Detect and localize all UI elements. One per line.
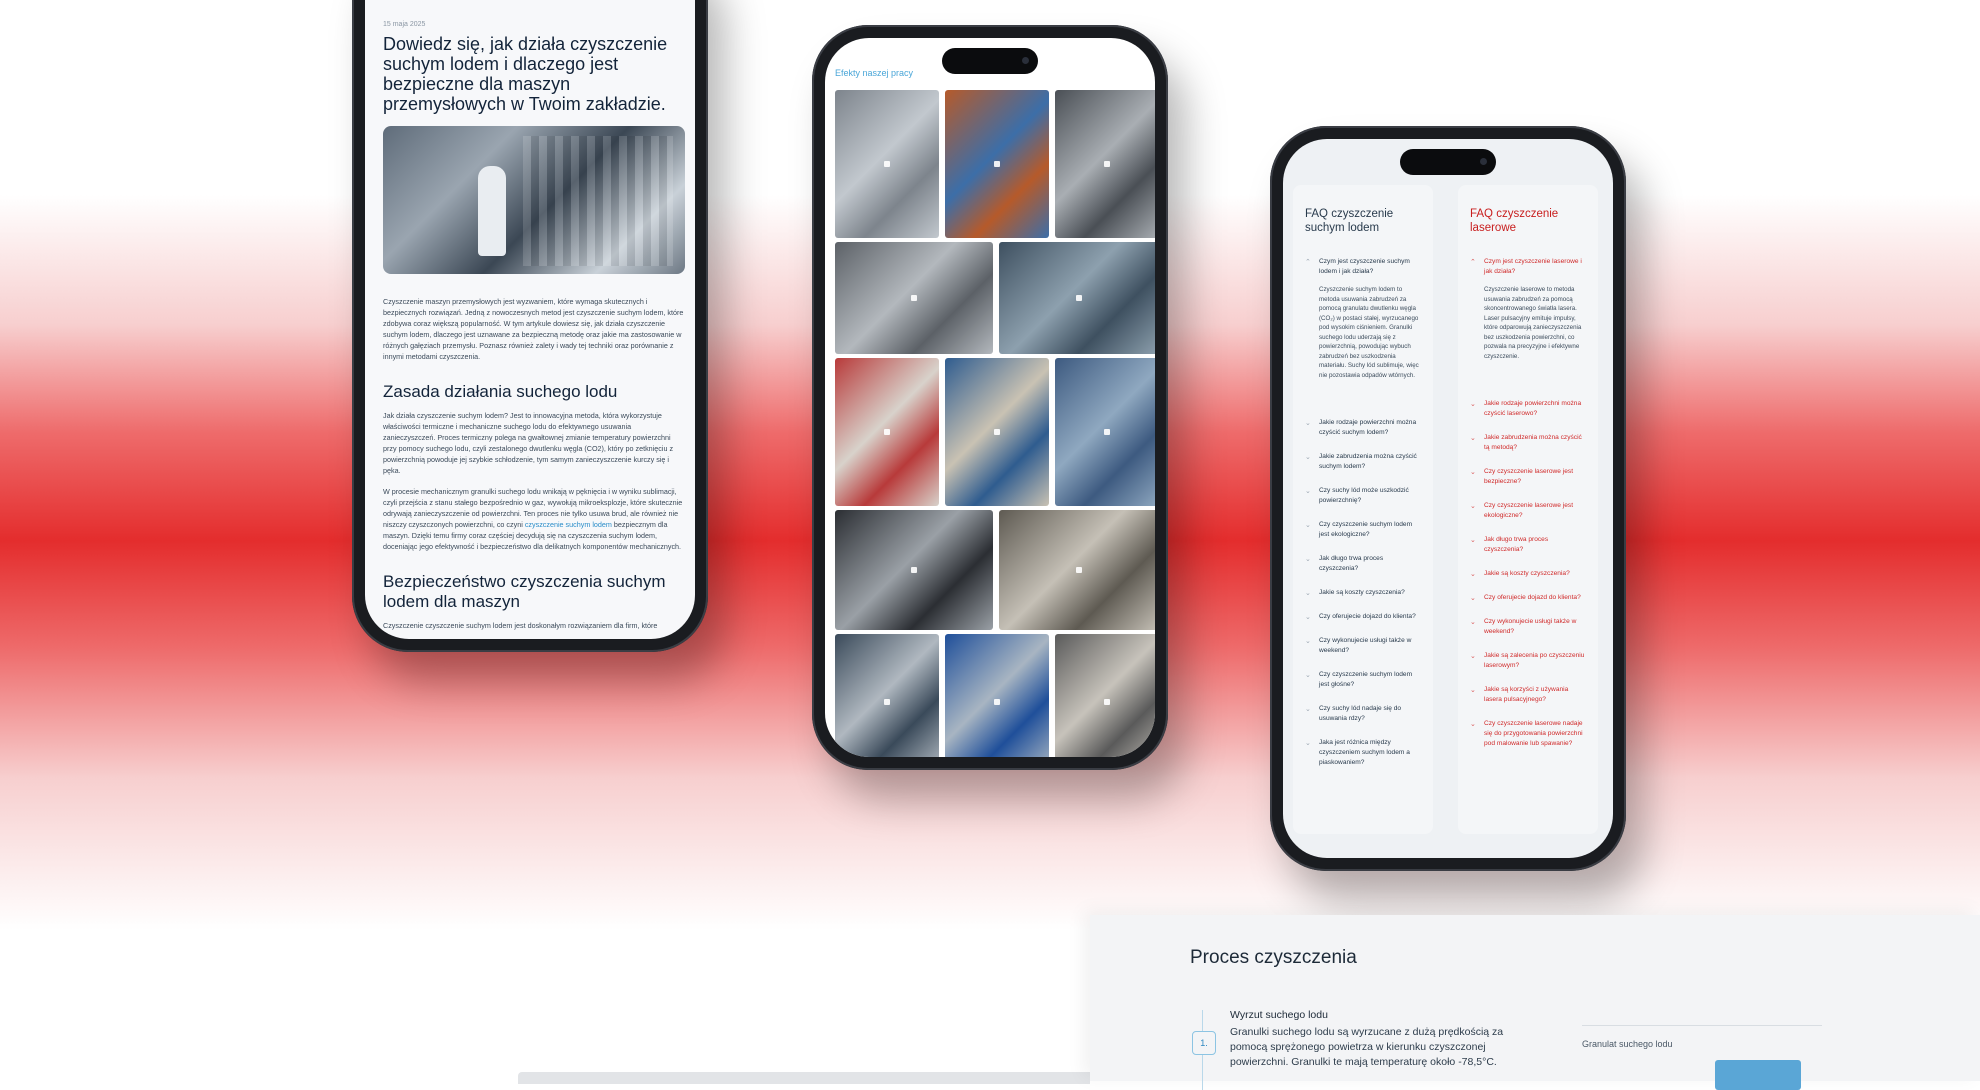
faq-question[interactable] [1305,636,1423,656]
faq-question[interactable] [1470,593,1588,603]
faq-laser-column [1458,185,1598,834]
chevron-down-icon: ⌄ [1470,619,1476,626]
gallery-photo[interactable] [835,358,939,506]
chevron-down-icon: ⌄ [1305,672,1311,679]
faq-question-text: Jakie zabrudzenia można czyścić tą metodą? [1484,434,1582,451]
faq-question[interactable] [1305,418,1423,438]
process-title: Proces czyszczenia [1190,947,1357,968]
gallery-photo[interactable] [1055,634,1155,757]
dry-ice-link[interactable]: czyszczenie suchym lodem [524,520,612,529]
chevron-down-icon: ⌄ [1305,454,1311,461]
faq-question[interactable] [1470,467,1588,487]
article-screen [365,0,695,639]
chevron-down-icon: ⌄ [1305,590,1311,597]
dynamic-island [1400,149,1496,175]
faq-question-text: Czy czyszczenie laserowe nadaje się do przygotowania powierzchni pod malowanie lub spawanie? [1484,720,1583,747]
faq-answer: Czyszczenie laserowe to metoda usuwania zabrudzeń za pomocą skoncentrowanego światła lasera. Laser pulsacyjny emituje impulsy, które odparowują zanieczyszczenia bez uszkodzenia powierzchni, co pozwala na precyzyjne i efektywne czyszczenie. [1484,286,1582,360]
faq-question[interactable] [1305,588,1423,598]
faq-question-text: Czy czyszczenie laserowe jest ekologiczne? [1484,502,1574,519]
faq-question[interactable] [1305,452,1423,472]
faq-dry-ice-column [1293,185,1433,834]
article-hero-image [383,126,685,274]
background-panel [518,1072,1090,1084]
chevron-down-icon: ⌄ [1305,488,1311,495]
gallery-photo[interactable] [945,90,1049,238]
faq-question[interactable] [1470,685,1588,705]
faq-question-list [1305,418,1423,768]
illustration-graphic [1715,1060,1801,1090]
faq-question-text: Czy oferujecie dojazd do klienta? [1319,613,1416,620]
chevron-down-icon: ⌄ [1470,595,1476,602]
paragraph-text: W procesie mechanicznym granulki suchego lodu wnikają w pęknięcia i w wyniku sublimacji, czyli przejścia z stanu stałego bezpośrednio w gaz, wywołują mikroeksplozje, które skutecznie odrywają zanieczyszczenie od powierzchni. Ten proces nie tylko usuwa brud, ale również nie niszczy czyszczonych powierzchni, co czyni [383,487,683,529]
faq-question-text: Czy czyszczenie suchym lodem jest głośne? [1319,671,1413,688]
chevron-up-icon: ⌃ [1305,259,1311,266]
chevron-down-icon: ⌄ [1305,522,1311,529]
faq-question-text: Jakie są korzyści z używania lasera pulsacyjnego? [1484,686,1569,703]
divider [1582,1025,1822,1026]
chevron-down-icon: ⌄ [1470,721,1476,728]
dynamic-island [942,48,1038,74]
faq-question[interactable] [1305,554,1423,574]
faq-question-text: Jakie rodzaje powierzchni można czyścić laserowo? [1484,400,1582,417]
faq-question-text: Czy wykonujecie usługi także w weekend? [1484,618,1577,635]
faq-answer: Czyszczenie suchym lodem to metoda usuwania zabrudzeń za pomocą granulatu dwutlenku węgla (CO₂) w postaci stałej, wyrzucanego pod wysokim ciśnieniem. Granulki suchego lodu uderzają się z powierzchnią, powodując wybuch zabrudzeń bez uszkodzenia materiału. Suchy lód sublimuje, więc nie pozostawia odpadów wtórnych. [1319,286,1419,379]
chevron-down-icon: ⌄ [1470,469,1476,476]
chevron-down-icon: ⌄ [1305,556,1311,563]
faq-question-text: Czy czyszczenie laserowe jest bezpieczne? [1484,468,1574,485]
paragraph-text: bezpiecznym dla maszyn. Dzięki temu firmy coraz częściej decydują się na czyszczenia suchym lodem, doceniając jego efektywność i bezpieczeństwo dla delikatnych komponentów mechanicznych. [383,520,682,551]
article-paragraph [383,486,685,552]
phone-mockup-gallery [812,25,1168,770]
article [365,0,695,631]
gallery-photo[interactable] [835,634,939,757]
faq-question[interactable] [1470,719,1588,749]
gallery-photo[interactable] [1055,90,1155,238]
faq-screen [1283,139,1613,858]
faq-question[interactable] [1470,569,1588,579]
faq-dry-ice-title: FAQ czyszczenie suchym lodem [1305,208,1394,234]
faq-question-open[interactable] [1470,257,1588,277]
chevron-down-icon: ⌄ [1470,537,1476,544]
faq-question-text: Czym jest czyszczenie laserowe i jak działa? [1484,258,1582,275]
faq-laser-title: FAQ czyszczenie laserowe [1470,208,1559,234]
faq-question-text: Czy suchy lód może uszkodzić powierzchnię? [1319,487,1409,504]
faq-question-text: Jakie są zalecenia po czyszczeniu laserowym? [1484,652,1585,669]
faq-question-text: Jaka jest różnica między czyszczeniem suchym lodem a piaskowaniem? [1319,739,1410,766]
faq-question[interactable] [1470,399,1588,419]
chevron-down-icon: ⌄ [1470,503,1476,510]
gallery-photo[interactable] [999,510,1155,630]
chevron-down-icon: ⌄ [1470,401,1476,408]
gallery-photo[interactable] [835,90,939,238]
faq-question-text: Czy wykonujecie usługi także w weekend? [1319,637,1412,654]
chevron-down-icon: ⌄ [1305,420,1311,427]
faq-question-text: Czy suchy lód nadaje się do usuwania rdzy? [1319,705,1402,722]
step-description: Granulki suchego lodu są wyrzucane z dużą prędkością za pomocą sprężonego powietrza w kierunku czyszczonej powierzchni. Granulki te mają temperaturę około -78,5°C. [1230,1026,1504,1068]
article-paragraph: Czyszczenie czyszczenie suchym lodem jest doskonałym rozwiązaniem dla firm, które [383,621,658,630]
article-title: Dowiedz się, jak działa czyszczenie suchym lodem i dlaczego jest bezpieczne dla maszyn przemysłowych w Twoim zakładzie. [383,34,668,114]
article-date: 15 maja 2025 [383,21,426,28]
faq-question-text: Jak długo trwa proces czyszczenia? [1319,555,1384,572]
faq-question[interactable] [1470,651,1588,671]
chevron-down-icon: ⌄ [1470,687,1476,694]
faq-question-text: Czym jest czyszczenie suchym lodem i jak działa? [1319,258,1410,275]
faq-question-text: Jakie są koszty czyszczenia? [1319,589,1405,596]
section-heading-safety: Bezpieczeństwo czyszczenia suchym lodem dla maszyn [383,572,666,611]
phone-mockup-article [352,0,708,652]
chevron-down-icon: ⌄ [1305,706,1311,713]
article-paragraph: Jak działa czyszczenie suchym lodem? Jest to innowacyjna metoda, która wykorzystuje właściwości termiczne i mechaniczne suchego lodu do efektywnego usuwania zanieczyszczeń. Proces termiczny polega na gwałtownej zmianie temperatury powierzchni przy pomocy suchego lodu, czyli zestalonego dwutlenku węgla (CO2), który po zetknięciu z powierzchnią powoduje jej szybkie schłodzenie, tym samym zanieczyszczenie kurczy się i pęka. [383,411,674,475]
faq-question-text: Czy czyszczenie suchym lodem jest ekologiczne? [1319,521,1413,538]
chevron-down-icon: ⌄ [1305,638,1311,645]
chevron-up-icon: ⌃ [1470,259,1476,266]
gallery-title: Efekty naszej pracy [835,68,914,78]
chevron-down-icon: ⌄ [1305,740,1311,747]
process-section [1090,915,1980,1081]
gallery-screen [825,38,1155,757]
chevron-down-icon: ⌄ [1470,653,1476,660]
chevron-down-icon: ⌄ [1470,435,1476,442]
gallery-photo[interactable] [1055,358,1155,506]
gallery-photo[interactable] [835,510,993,630]
faq-question[interactable] [1305,738,1423,768]
faq-question-text: Jakie zabrudzenia można czyścić suchym lodem? [1319,453,1417,470]
gallery-photo[interactable] [835,242,993,354]
faq-question[interactable] [1305,670,1423,690]
phone-mockup-faq [1270,126,1626,871]
faq-question-text: Jakie są koszty czyszczenia? [1484,570,1570,577]
gallery-photo[interactable] [999,242,1155,354]
chevron-down-icon: ⌄ [1470,571,1476,578]
faq-question[interactable] [1305,704,1423,724]
faq-question[interactable] [1305,612,1423,622]
photo-gallery [835,90,1145,757]
gallery-photo[interactable] [945,634,1049,757]
gallery-photo[interactable] [945,358,1049,506]
faq-question-text: Jakie rodzaje powierzchni można czyścić suchym lodem? [1319,419,1417,436]
faq-question-text: Jak długo trwa proces czyszczenia? [1484,536,1549,553]
step-title: Wyrzut suchego lodu [1230,1009,1328,1021]
faq-question[interactable] [1470,501,1588,521]
faq-question[interactable] [1470,535,1588,555]
illustration-label: Granulat suchego lodu [1582,1039,1673,1049]
faq-question[interactable] [1305,520,1423,540]
section-heading-principle: Zasada działania suchego lodu [383,382,618,401]
faq-question[interactable] [1305,486,1423,506]
chevron-down-icon: ⌄ [1305,614,1311,621]
step-number-badge: 1. [1192,1031,1216,1055]
faq-question-text: Czy oferujecie dojazd do klienta? [1484,594,1581,601]
faq-question[interactable] [1470,617,1588,637]
faq-question-list [1470,399,1588,749]
article-intro: Czyszczenie maszyn przemysłowych jest wyzwaniem, które wymaga skutecznych i bezpiecznych rozwiązań. Jedną z nowoczesnych metod jest czyszczenie suchym lodem, które zdobywa coraz większą popularność. W tym artykule dowiesz się, jak działa czyszczenie suchym lodem, dlaczego jest uznawane za bezpieczną metodę oraz jakie ma zastosowanie w różnych gałęziach przemysłu. Poznasz również zalety i wady tej techniki oraz porównanie z innymi metodami czyszczenia. [383,297,684,361]
faq-question-open[interactable] [1305,257,1423,277]
faq-question[interactable] [1470,433,1588,453]
